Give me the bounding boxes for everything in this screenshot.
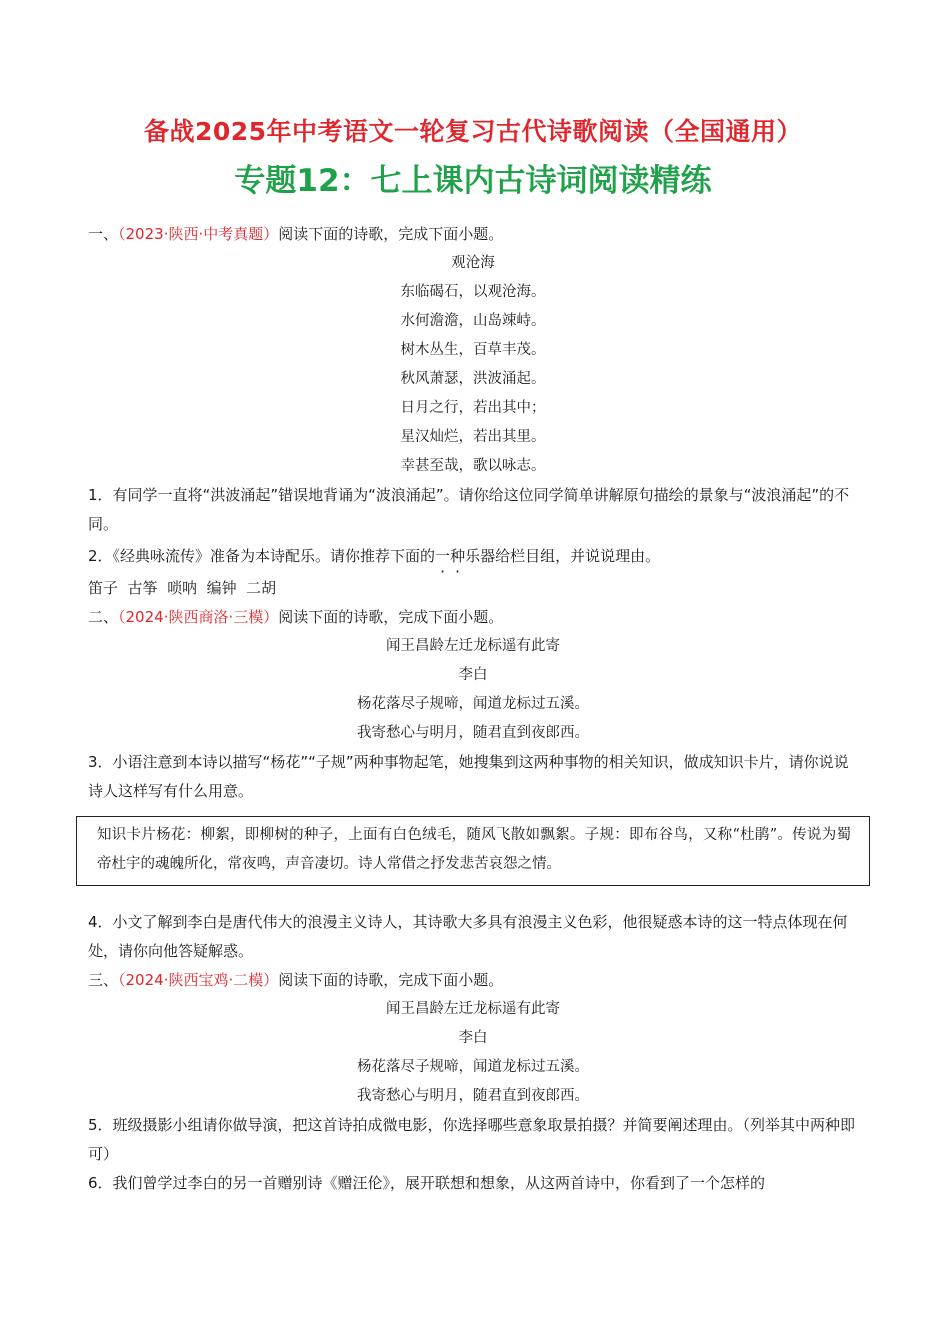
poem-line: 我寄愁心与明月，随君直到夜郎西。 [357, 725, 589, 741]
section-1-heading [88, 220, 858, 249]
question-text: 2．《经典咏流传》准备为本诗配乐。请你推荐下面的 [88, 547, 436, 565]
poem-line: 我寄愁心与明月，随君直到夜郎西。 [357, 1088, 589, 1104]
poem-author: 李白 [458, 667, 488, 683]
poem-title: 闻王昌龄左迁龙标遥有此寄 [386, 638, 560, 654]
poem-line: 水何澹澹，山岛竦峙。 [400, 313, 546, 329]
poem-line: 秋风萧瑟，洪波涌起。 [400, 371, 546, 387]
poem-line: 树木丛生，百草丰茂。 [400, 342, 546, 358]
section-instruction: 阅读下面的诗歌，完成下面小题。 [278, 971, 504, 989]
poem-line: 幸甚至哉，歌以咏志。 [400, 458, 546, 474]
emphasis-char: 种 [450, 547, 466, 565]
question-text: 乐器给栏目组，并说说理由。 [465, 547, 661, 565]
poem-line: 东临碣石，以观沧海。 [400, 284, 546, 300]
section-instruction: 阅读下面的诗歌，完成下面小题。 [278, 608, 504, 626]
poem-line: 星汉灿烂，若出其里。 [400, 429, 546, 445]
section-source: （2024·陕西商洛·三模） [118, 608, 279, 626]
poem-title: 观沧海 [451, 255, 495, 271]
section-number: 一、 [88, 225, 119, 243]
section-number: 二、 [88, 608, 119, 626]
poem-author: 李白 [458, 1030, 488, 1046]
document-title: 备战2025年中考语文一轮复习古代诗歌阅读（全国通用） [143, 117, 803, 146]
section-source: （2024·陕西宝鸡·二模） [118, 971, 279, 989]
question-2 [88, 542, 858, 571]
poem-line: 杨花落尽子规啼，闻道龙标过五溪。 [357, 696, 589, 712]
emphasis-char: 一 [435, 547, 451, 565]
section-3-heading [88, 966, 858, 995]
section-instruction: 阅读下面的诗歌，完成下面小题。 [278, 225, 504, 243]
section-source: （2023·陕西·中考真题） [118, 225, 279, 243]
section-number: 三、 [88, 971, 119, 989]
question-6: 6．我们曾学过李白的另一首赠别诗《赠汪伦》，展开联想和想象，从这两首诗中，你看到了一个怎样的 [88, 1174, 766, 1192]
document-subtitle: 专题12：七上课内古诗词阅读精练 [234, 163, 712, 199]
instrument-options: 笛子 古筝 唢呐 编钟 二胡 [88, 579, 277, 597]
poem-line: 杨花落尽子规啼，闻道龙标过五溪。 [357, 1059, 589, 1075]
question-3: 3．小语注意到本诗以描写“杨花”“子规”两种事物起笔，她搜集到这两种事物的相关知识，做成知识卡片，请你说说诗人这样写有什么用意。 [88, 753, 849, 800]
question-1: 1．有同学一直将“洪波涌起”错误地背诵为“波浪涌起”。请你给这位同学简单讲解原句描绘的景象与“波浪涌起”的不同。 [88, 486, 850, 533]
question-4: 4．小文了解到李白是唐代伟大的浪漫主义诗人，其诗歌大多具有浪漫主义色彩，他很疑惑本诗的这一特点体现在何处，请你向他答疑解惑。 [88, 913, 848, 960]
poem-line: 日月之行，若出其中； [400, 400, 546, 416]
poem-title: 闻王昌龄左迁龙标遥有此寄 [386, 1001, 560, 1017]
knowledge-card: 知识卡片杨花：柳絮，即柳树的种子，上面有白色绒毛，随风飞散如飘絮。子规：即布谷鸟，又称“杜鹃”。传说为蜀帝杜宇的魂魄所化，常夜鸣，声音凄切。诗人常借之抒发悲苦哀怨之情。 [76, 816, 870, 886]
document-page [88, 112, 858, 1198]
question-5: 5．班级摄影小组请你做导演，把这首诗拍成微电影，你选择哪些意象取景拍摄？并简要阐述理由。（列举其中两种即可） [88, 1116, 856, 1163]
section-2-heading [88, 603, 858, 632]
